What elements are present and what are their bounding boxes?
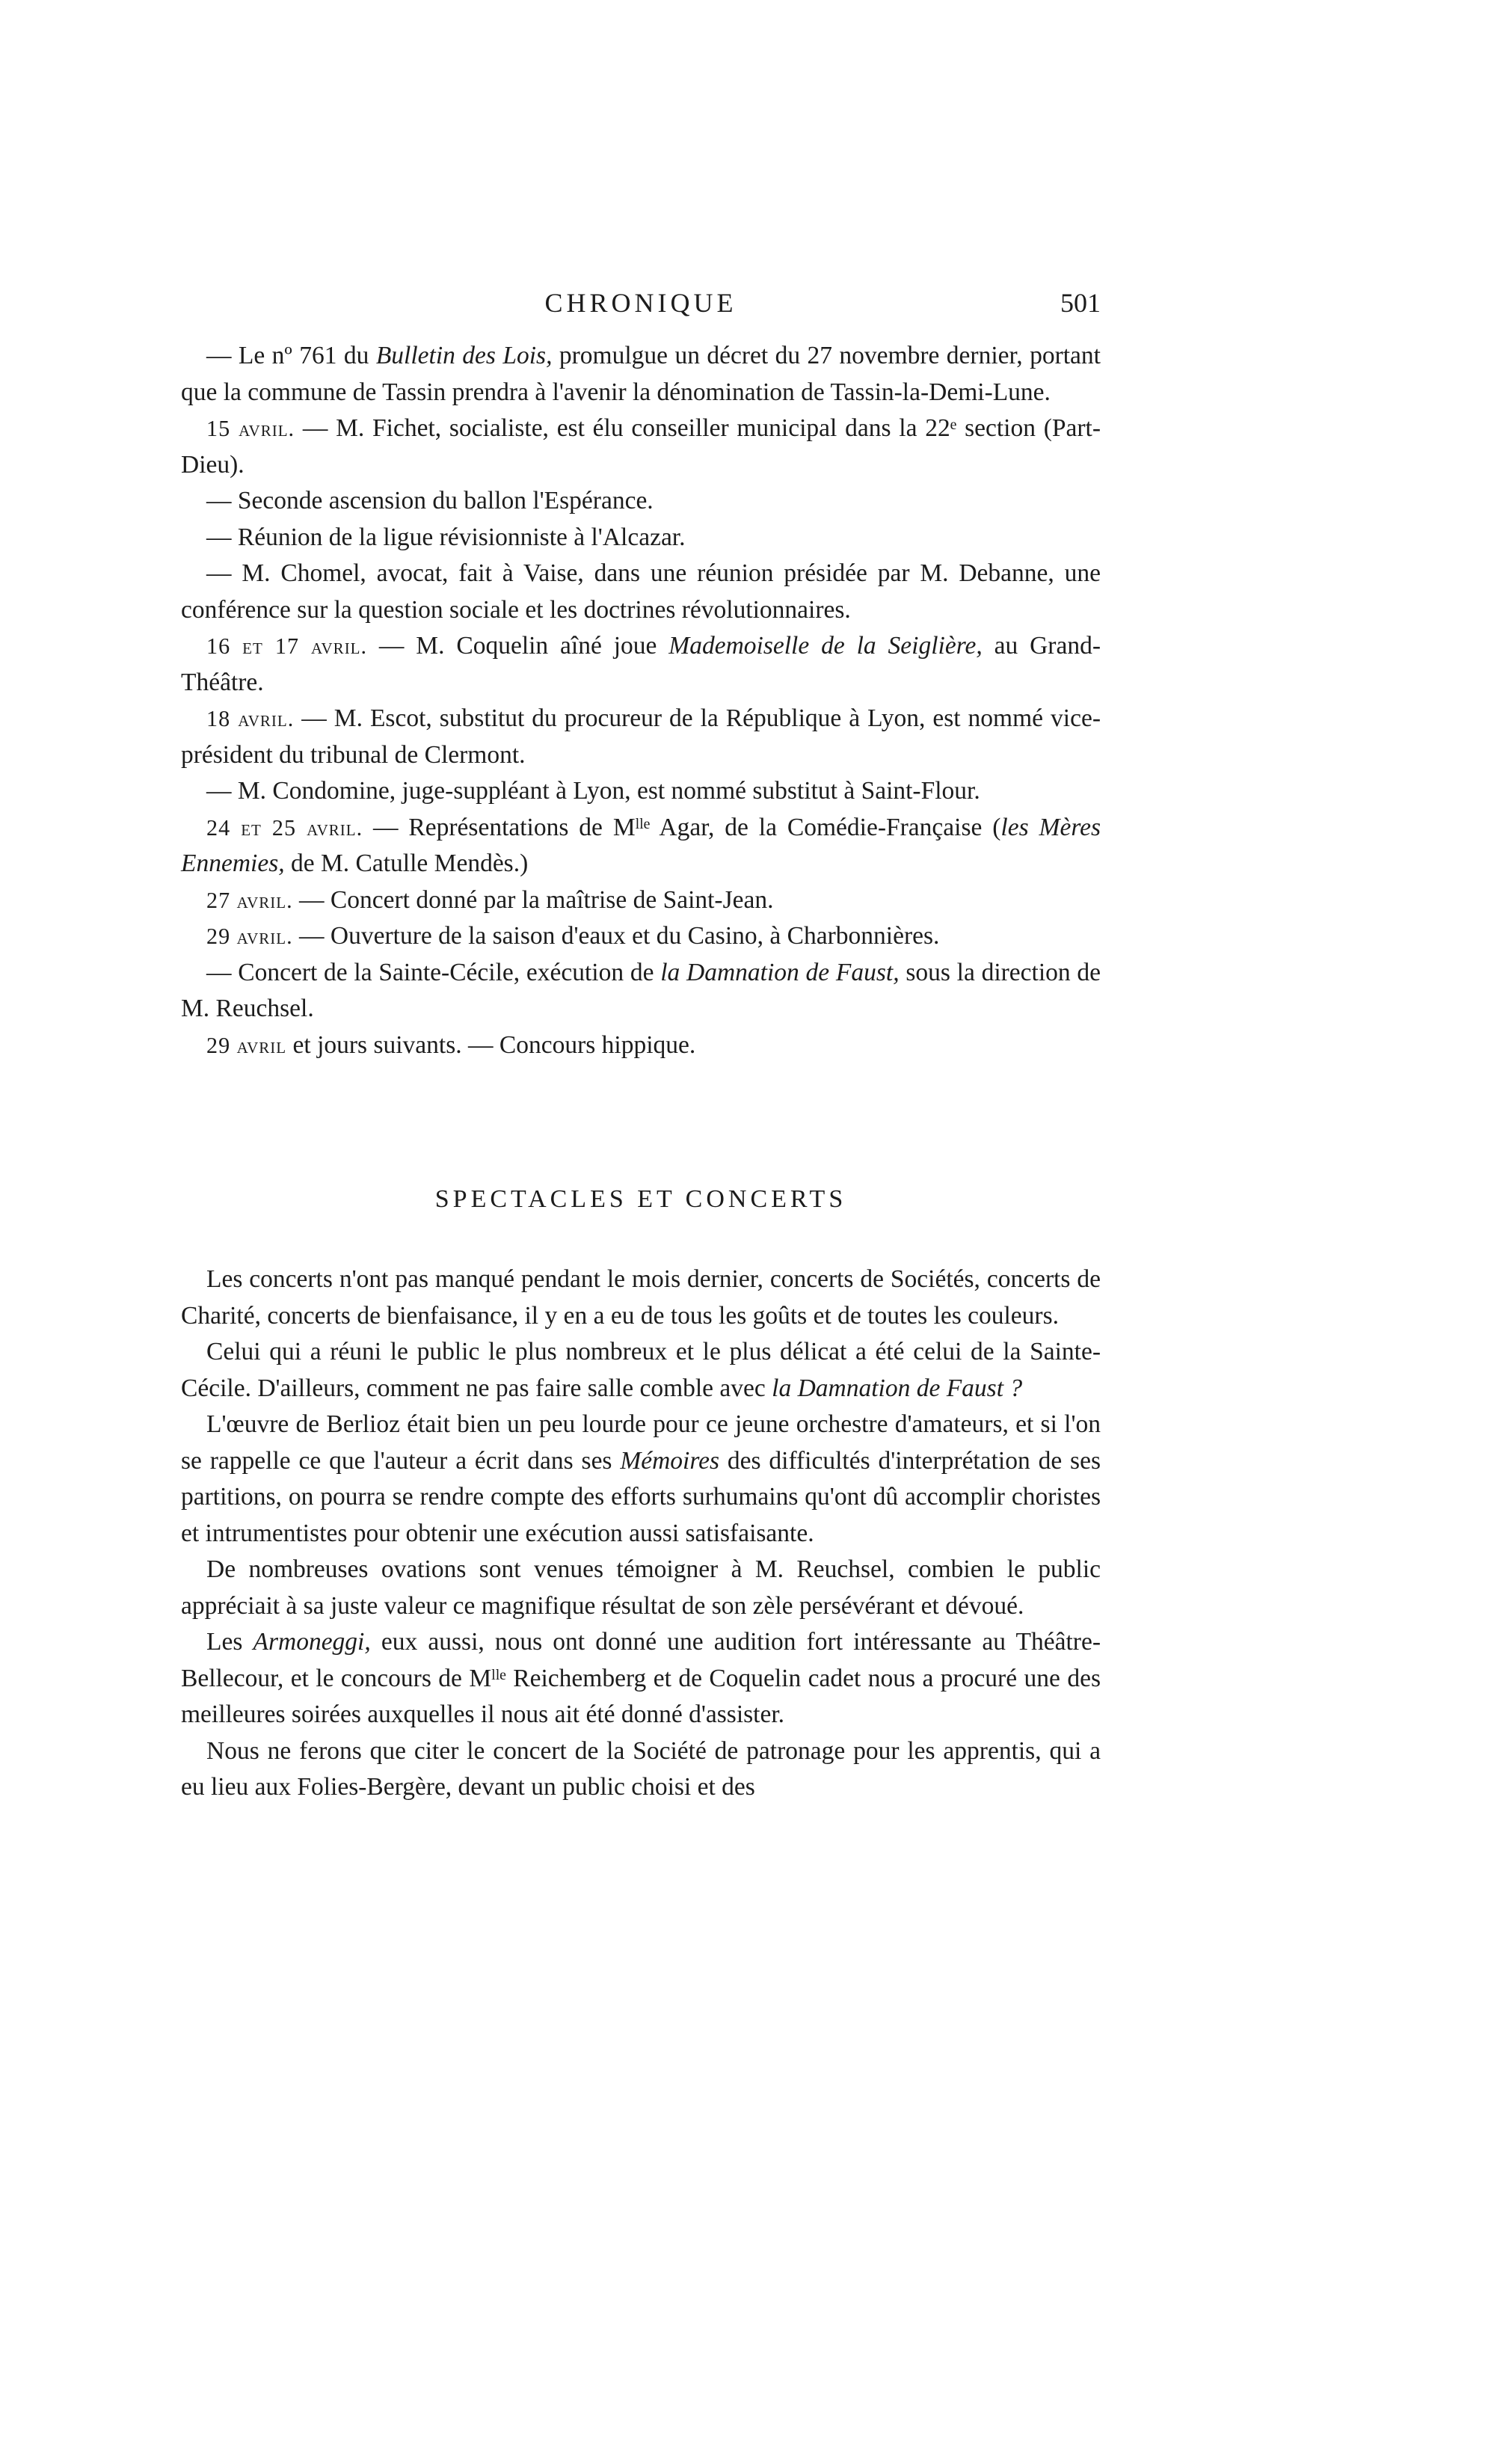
chronicle-entry	[181, 810, 1101, 882]
entry-text: — Concert donné par la maîtrise de Saint-Jean.	[292, 885, 774, 914]
italic-title: Mademoiselle de la Seiglière,	[668, 632, 983, 660]
chronicle-entry	[181, 338, 1101, 411]
entry-date: 27 avril.	[206, 887, 293, 913]
entry-date: 29 avril	[206, 1032, 287, 1058]
entry-text: au Grand-Théâtre.	[181, 632, 1101, 696]
entry-text: — Concert de la Sainte-Cécile, exécution de	[206, 958, 661, 986]
entry-text: — M. Condomine, juge-suppléant à Lyon, est nommé substitut à Saint-Flour.	[206, 777, 980, 805]
chronicle-entry	[181, 882, 1101, 919]
section-paragraph	[181, 1733, 1101, 1806]
entry-text: des difficultés d'interprétation de ses partitions, on pourra se rendre compte des efforts surhumains qu'ont dû accomplir choristes et intrumentistes pour obtenir une exécution aussi satisfaisante.	[181, 1446, 1101, 1547]
entry-date: 16 et 17 avril.	[206, 633, 368, 659]
entry-text: — M. Chomel, avocat, fait à Vaise, dans une réunion présidée par M. Debanne, une conférence sur la question sociale et les doctrines révolutionnaires.	[181, 559, 1101, 624]
chronicle-entry	[181, 701, 1101, 773]
chronicle-entry	[181, 773, 1101, 810]
chronicle-entry	[181, 628, 1101, 701]
entry-text: — Représentations de Mˡˡᵉ Agar, de la Comédie-Française (	[363, 813, 1001, 841]
entry-text: eux aussi, nous ont donné une audition fort intéressante au Théâtre-Bellecour, et le concours de Mˡˡᵉ Reichemberg et de Coquelin cadet nous a procuré une des meilleures soirées auxquelles il nous ait été donné d'assister.	[181, 1628, 1101, 1728]
entry-text: Nous ne ferons que citer le concert de la Société de patronage pour les apprentis, qui a eu lieu aux Folies-Bergère, devant un public choisi et des	[181, 1736, 1101, 1801]
chronicle-entry	[181, 483, 1101, 520]
entry-text: Les concerts n'ont pas manqué pendant le mois dernier, concerts de Sociétés, concerts de Charité, concerts de bienfaisance, il y en a eu de tous les goûts et de toutes les couleurs.	[181, 1265, 1101, 1330]
chronicle-entry	[181, 520, 1101, 556]
italic-title: Bulletin des Lois,	[375, 342, 553, 369]
entry-text: — Seconde ascension du ballon l'Espérance.	[206, 487, 654, 514]
entry-text: L'œuvre de Berlioz était bien un peu lourde pour ce jeune orchestre d'amateurs, et si l'on se rappelle ce que l'auteur a écrit dans ses	[181, 1410, 1101, 1475]
entry-text: — Le nº 761 du	[206, 342, 376, 369]
chronicle-entry	[181, 556, 1101, 628]
section-body	[181, 1262, 1101, 1806]
chronicle-entry	[181, 1027, 1101, 1064]
section-heading: SPECTACLES ET CONCERTS	[434, 1185, 847, 1213]
entry-text: De nombreuses ovations sont venues témoigner à M. Reuchsel, combien le public appréciait à sa juste valeur ce magnifique résultat de son zèle persévérant et dévoué.	[181, 1555, 1101, 1620]
entry-text: sous la direction de M. Reuchsel.	[181, 958, 1101, 1022]
page-header	[181, 287, 1101, 325]
italic-title: Armoneggi,	[253, 1628, 371, 1656]
section-paragraph	[181, 1262, 1101, 1334]
chronicle-entry	[181, 918, 1101, 955]
section-paragraph	[181, 1624, 1101, 1733]
chronicle-entry	[181, 411, 1101, 483]
entry-text: — M. Coquelin aîné joue	[367, 632, 669, 660]
entry-date: 24 et 25 avril.	[206, 814, 363, 841]
page-number: 501	[1060, 288, 1101, 318]
entry-text: — Réunion de la ligue révisionniste à l'Alcazar.	[206, 523, 686, 551]
entry-text: de M. Catulle Mendès.)	[284, 850, 529, 877]
running-title: CHRONIQUE	[544, 288, 737, 318]
entry-text: promulgue un décret du 27 novembre dernier, portant que la commune de Tassin prendra à l'avenir la dénomination de Tassin-la-Demi-Lune.	[181, 342, 1101, 406]
entry-text: et jours suivants. — Concours hippique.	[286, 1030, 696, 1059]
entry-date: 29 avril.	[206, 924, 293, 949]
entry-text: Les	[206, 1628, 253, 1656]
italic-title: la Damnation de Faust,	[660, 958, 900, 986]
entry-text: — Ouverture de la saison d'eaux et du Casino, à Charbonnières.	[292, 922, 940, 950]
entry-text: — M. Fichet, socialiste, est élu conseiller municipal dans la 22ᵉ section (Part-Dieu).	[181, 414, 1101, 479]
italic-title: les Mères Ennemies,	[181, 813, 1101, 877]
section-paragraph	[181, 1334, 1101, 1407]
italic-title: la Damnation de Faust ?	[772, 1374, 1023, 1402]
chronicle-entry	[181, 955, 1101, 1027]
section-paragraph	[181, 1552, 1101, 1624]
section-paragraph	[181, 1407, 1101, 1552]
entry-text: — M. Escot, substitut du procureur de la République à Lyon, est nommé vice-président du tribunal de Clermont.	[181, 704, 1101, 769]
entry-text: Celui qui a réuni le public le plus nombreux et le plus délicat a été celui de la Sainte-Cécile. D'ailleurs, comment ne pas faire salle comble avec	[181, 1338, 1101, 1402]
entry-date: 15 avril.	[206, 416, 295, 441]
chronicle-entries	[181, 338, 1101, 1063]
italic-title: Mémoires	[620, 1446, 720, 1475]
entry-date: 18 avril.	[206, 706, 295, 731]
